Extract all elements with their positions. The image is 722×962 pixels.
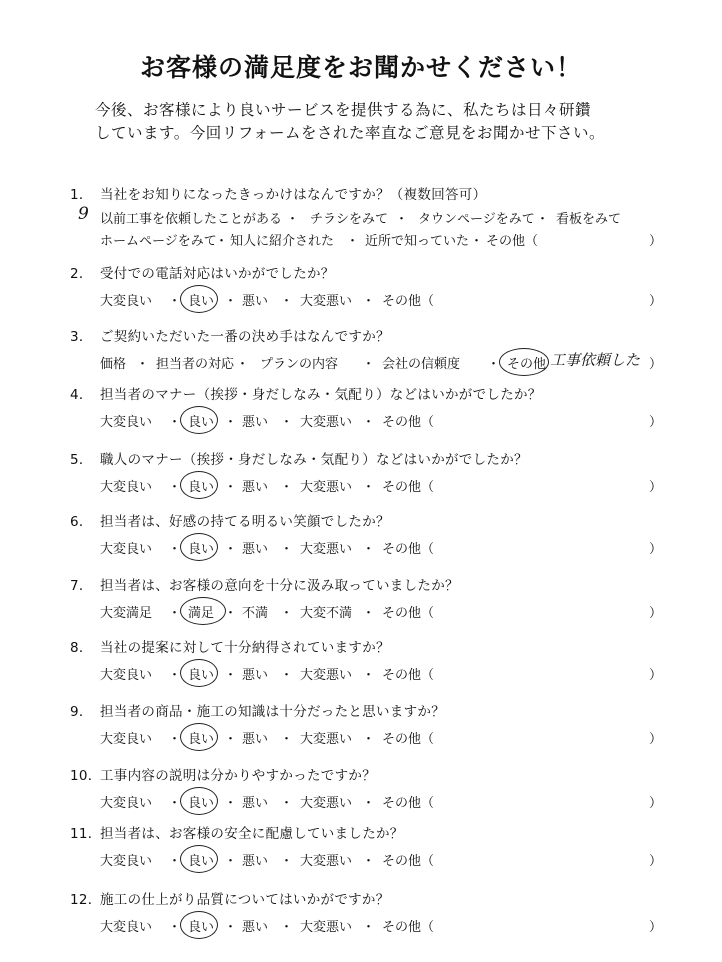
q7-option[interactable]: その他（: [382, 606, 435, 621]
question-number: 9．: [70, 704, 93, 720]
q1-options-line-2: [100, 230, 662, 250]
q9-option[interactable]: 大変良い: [100, 732, 153, 747]
q9-option[interactable]: 大変悪い: [300, 732, 353, 747]
question-text: 職人のマナー（挨拶・身だしなみ・気配り）などはいかがでしたか？: [100, 452, 528, 468]
question-number: 10．: [70, 768, 102, 784]
q12-option[interactable]: 大変良い: [100, 920, 153, 935]
separator: ・: [362, 920, 376, 935]
q6-option[interactable]: 大変悪い: [300, 542, 353, 557]
separator: ・: [168, 415, 182, 430]
page-title: お客様の満足度をお聞かせください！: [139, 53, 582, 82]
separator: ・: [280, 542, 294, 557]
q3-option[interactable]: 会社の信頼度: [382, 357, 461, 372]
handwritten-answer-circle: [180, 911, 218, 939]
handwritten-answer-circle: [180, 787, 218, 815]
q5-option[interactable]: 悪い: [242, 480, 269, 495]
question-8: [70, 636, 390, 656]
question-number: 12．: [70, 892, 102, 908]
separator: ・: [224, 480, 238, 495]
q5-options: [100, 476, 662, 496]
separator: ・: [362, 732, 376, 747]
question-2: [70, 262, 335, 282]
q7-option[interactable]: 満足: [188, 606, 215, 621]
q1-option[interactable]: 近所で知っていた: [365, 234, 470, 249]
separator: ・: [286, 212, 300, 227]
q3-options: [100, 353, 662, 373]
closing-paren: ）: [648, 234, 662, 249]
closing-paren: ）: [648, 668, 662, 683]
separator: ・: [224, 294, 238, 309]
question-text: 当社をお知りになったきっかけはなんですか？（複数回答可）: [100, 187, 487, 203]
q6-option[interactable]: 悪い: [242, 542, 269, 557]
q5-option[interactable]: 大変良い: [100, 480, 153, 495]
question-1: [70, 183, 486, 203]
q1-option[interactable]: 以前工事を依頼したことがある: [100, 212, 283, 227]
q9-options: [100, 728, 662, 748]
q9-option[interactable]: 悪い: [242, 732, 269, 747]
question-text: 担当者のマナー（挨拶・身だしなみ・気配り）などはいかがでしたか？: [100, 387, 542, 403]
separator: ・: [536, 212, 550, 227]
q1-option[interactable]: その他（: [486, 234, 539, 249]
question-number: 2．: [70, 266, 93, 282]
separator: ・: [362, 606, 376, 621]
separator: ・: [346, 234, 360, 249]
q11-option[interactable]: 悪い: [242, 854, 269, 869]
separator: ・: [280, 732, 294, 747]
question-5: [70, 448, 528, 468]
q10-option[interactable]: 大変良い: [100, 796, 153, 811]
separator: ・: [236, 357, 250, 372]
q2-option[interactable]: その他（: [382, 294, 435, 309]
q4-options: [100, 411, 662, 431]
question-text: 工事内容の説明は分かりやすかったですか？: [100, 768, 376, 784]
handwritten-check-mark: 9: [78, 204, 89, 224]
q12-option[interactable]: 大変悪い: [300, 920, 353, 935]
question-number: 7．: [70, 578, 93, 594]
separator: ・: [168, 796, 182, 811]
closing-paren: ）: [648, 357, 662, 372]
q11-option[interactable]: 大変良い: [100, 854, 153, 869]
q8-option[interactable]: その他（: [382, 668, 435, 683]
q5-option[interactable]: その他（: [382, 480, 435, 495]
question-number: 8．: [70, 640, 93, 656]
q6-option[interactable]: 大変良い: [100, 542, 153, 557]
separator: ・: [362, 854, 376, 869]
q5-option[interactable]: 良い: [188, 480, 215, 495]
question-number: 5．: [70, 452, 93, 468]
separator: ・: [168, 606, 182, 621]
q4-option[interactable]: 良い: [188, 415, 215, 430]
separator: ・: [362, 796, 376, 811]
separator: ・: [362, 357, 376, 372]
question-text: 施工の仕上がり品質についてはいかがですか？: [100, 892, 390, 908]
question-text: 当社の提案に対して十分納得されていますか？: [100, 640, 390, 656]
closing-paren: ）: [648, 542, 662, 557]
q8-options: [100, 664, 662, 684]
question-text: 担当者は、お客様の意向を十分に汲み取っていましたか？: [100, 578, 459, 594]
closing-paren: ）: [648, 920, 662, 935]
separator: ・: [280, 668, 294, 683]
q2-option[interactable]: 大変悪い: [300, 294, 353, 309]
separator: ・: [168, 920, 182, 935]
q1-option[interactable]: タウンページをみて: [418, 212, 535, 227]
separator: ・: [224, 542, 238, 557]
separator: ・: [362, 294, 376, 309]
handwritten-answer-circle: [180, 659, 218, 687]
q10-option[interactable]: 悪い: [242, 796, 269, 811]
separator: ・: [362, 668, 376, 683]
q3-option[interactable]: 担当者の対応: [156, 357, 235, 372]
question-12: [70, 888, 390, 908]
separator: ・: [224, 606, 238, 621]
separator: ・: [136, 357, 150, 372]
separator: ・: [168, 668, 182, 683]
q7-option[interactable]: 大変不満: [300, 606, 353, 621]
separator: ・: [168, 732, 182, 747]
handwritten-answer-circle: [180, 406, 218, 434]
q6-options: [100, 538, 662, 558]
closing-paren: ）: [648, 294, 662, 309]
q8-option[interactable]: 大変悪い: [300, 668, 353, 683]
separator: ・: [224, 920, 238, 935]
question-10: [70, 764, 376, 784]
q4-option[interactable]: その他（: [382, 415, 435, 430]
question-text: 担当者は、好感の持てる明るい笑顔でしたか？: [100, 514, 390, 530]
question-3: [70, 325, 390, 345]
q2-option[interactable]: 大変良い: [100, 294, 153, 309]
separator: ・: [362, 542, 376, 557]
separator: ・: [470, 234, 484, 249]
q8-option[interactable]: 良い: [188, 668, 215, 683]
question-number: 3．: [70, 329, 93, 345]
q10-options: [100, 792, 662, 812]
q1-option[interactable]: ホームページをみて: [100, 234, 217, 249]
question-number: 4．: [70, 387, 93, 403]
question-4: [70, 383, 542, 403]
handwritten-answer-circle: [180, 533, 218, 561]
question-9: [70, 700, 445, 720]
handwritten-answer-circle: [180, 845, 218, 873]
q9-option[interactable]: 良い: [188, 732, 215, 747]
q12-option[interactable]: 悪い: [242, 920, 269, 935]
q12-option[interactable]: 良い: [188, 920, 215, 935]
closing-paren: ）: [648, 480, 662, 495]
separator: ・: [280, 920, 294, 935]
q2-option[interactable]: 良い: [188, 294, 215, 309]
separator: ・: [215, 234, 229, 249]
separator: ・: [224, 854, 238, 869]
question-text: 担当者の商品・施工の知識は十分だったと思いますか？: [100, 704, 445, 720]
q6-option[interactable]: 良い: [188, 542, 215, 557]
separator: ・: [280, 294, 294, 309]
q10-option[interactable]: その他（: [382, 796, 435, 811]
closing-paren: ）: [648, 415, 662, 430]
q2-option[interactable]: 悪い: [242, 294, 269, 309]
q12-option[interactable]: その他（: [382, 920, 435, 935]
q11-options: [100, 850, 662, 870]
separator: ・: [168, 294, 182, 309]
q3-option[interactable]: プランの内容: [260, 357, 339, 372]
q11-option[interactable]: その他（: [382, 854, 435, 869]
separator: ・: [280, 796, 294, 811]
q7-option[interactable]: 不満: [242, 606, 269, 621]
separator: ・: [168, 542, 182, 557]
question-text: 受付での電話対応はいかがでしたか？: [100, 266, 335, 282]
q8-option[interactable]: 大変良い: [100, 668, 153, 683]
q1-option[interactable]: チラシをみて: [310, 212, 389, 227]
q3-option[interactable]: その他: [507, 357, 547, 372]
separator: ・: [168, 854, 182, 869]
separator: ・: [168, 480, 182, 495]
q4-option[interactable]: 大変良い: [100, 415, 153, 430]
separator: ・: [395, 212, 409, 227]
q11-option[interactable]: 良い: [188, 854, 215, 869]
intro-line-1: 今後、お客様により良いサービスを提供する為に、私たちは日々研鑽: [95, 101, 592, 119]
q12-options: [100, 916, 662, 936]
q10-option[interactable]: 大変悪い: [300, 796, 353, 811]
question-text: 担当者は、お客様の安全に配慮していましたか？: [100, 826, 404, 842]
handwritten-answer-circle: [499, 348, 549, 376]
handwritten-answer-circle: [180, 285, 218, 313]
separator: ・: [362, 480, 376, 495]
separator: ・: [280, 854, 294, 869]
q1-option[interactable]: 知人に紹介された: [230, 234, 335, 249]
separator: ・: [280, 480, 294, 495]
handwritten-answer-circle: [180, 723, 218, 751]
separator: ・: [362, 415, 376, 430]
handwritten-note: 工事依頼した: [550, 351, 641, 369]
intro-line-2: しています。今回リフォームをされた率直なご意見をお聞かせ下さい。: [95, 124, 605, 142]
q7-option[interactable]: 大変満足: [100, 606, 153, 621]
separator: ・: [224, 796, 238, 811]
separator: ・: [280, 606, 294, 621]
closing-paren: ）: [648, 606, 662, 621]
q5-option[interactable]: 大変悪い: [300, 480, 353, 495]
question-6: [70, 510, 390, 530]
q11-option[interactable]: 大変悪い: [300, 854, 353, 869]
closing-paren: ）: [648, 796, 662, 811]
question-number: 11．: [70, 826, 102, 842]
question-7: [70, 574, 459, 594]
question-text: ご契約いただいた一番の決め手はなんですか？: [100, 329, 390, 345]
handwritten-answer-circle: [180, 471, 218, 499]
q6-option[interactable]: その他（: [382, 542, 435, 557]
q9-option[interactable]: その他（: [382, 732, 435, 747]
q3-option[interactable]: 価格: [100, 357, 127, 372]
q2-options: [100, 290, 662, 310]
separator: ・: [487, 357, 501, 372]
q1-option[interactable]: 看板をみて: [556, 212, 622, 227]
closing-paren: ）: [648, 732, 662, 747]
question-11: [70, 822, 404, 842]
q4-option[interactable]: 大変悪い: [300, 415, 353, 430]
handwritten-answer-circle: [180, 597, 226, 625]
q4-option[interactable]: 悪い: [242, 415, 269, 430]
q1-options-line-1: [78, 204, 662, 228]
q10-option[interactable]: 良い: [188, 796, 215, 811]
q7-options: [100, 602, 662, 622]
separator: ・: [224, 732, 238, 747]
separator: ・: [224, 415, 238, 430]
separator: ・: [280, 415, 294, 430]
closing-paren: ）: [648, 854, 662, 869]
q8-option[interactable]: 悪い: [242, 668, 269, 683]
separator: ・: [224, 668, 238, 683]
question-number: 6．: [70, 514, 93, 530]
question-number: 1．: [70, 187, 93, 203]
